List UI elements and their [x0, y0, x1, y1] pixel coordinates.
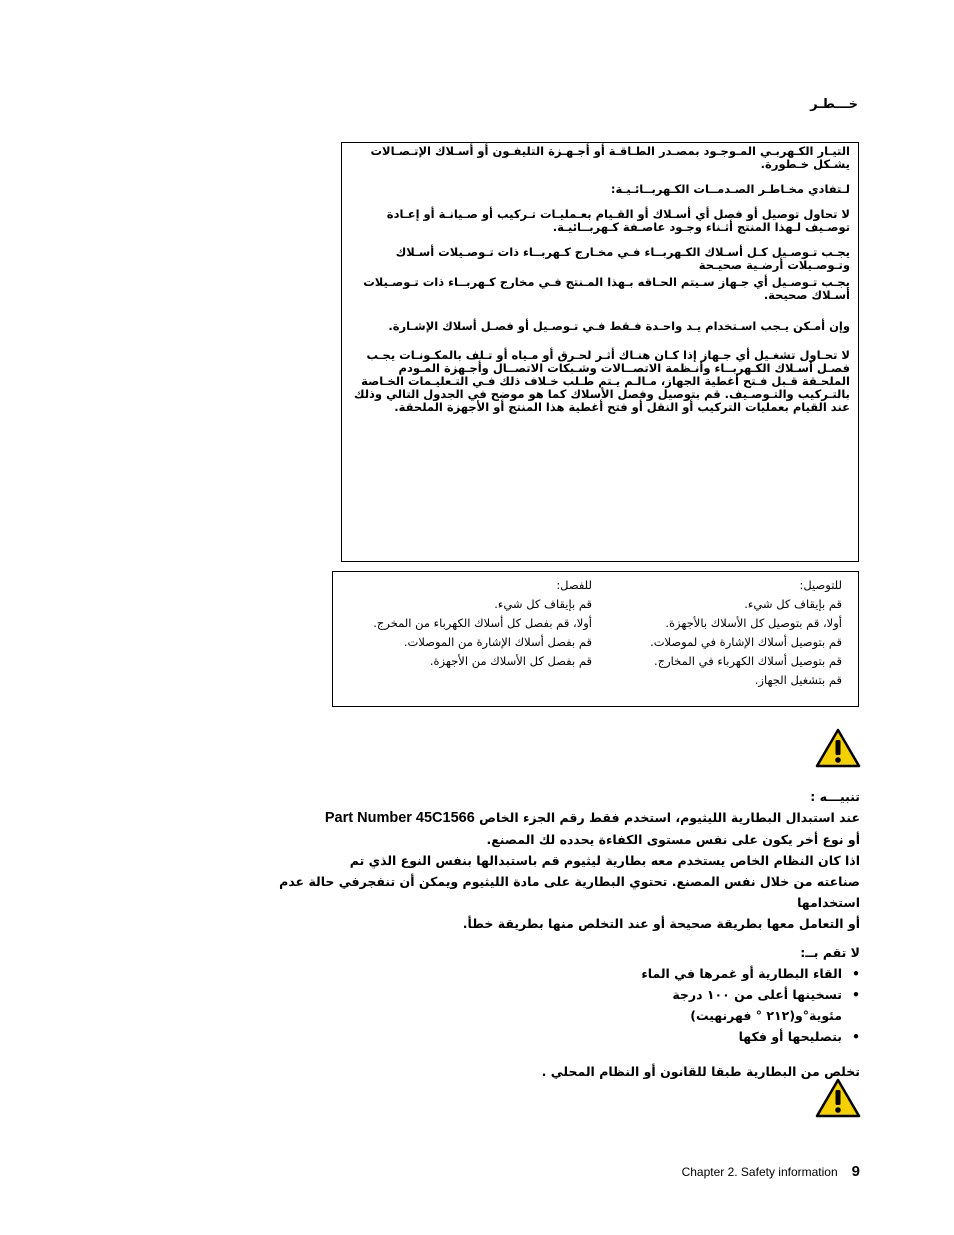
connect-disconnect-table [332, 571, 859, 707]
warning-triangle-icon [815, 728, 861, 768]
caution-line-2: اذا كان النظام الخاص يستخدم معه بطارية ليثيوم قم باستبدالها بنفس النوع الذي تم [349, 853, 860, 868]
connect-step: قم بتشغيل الجهاز. [754, 673, 842, 687]
do-not-heading: لا تقم بــ: [800, 945, 860, 960]
warning-triangle-icon [815, 1078, 861, 1118]
do-not-item: • القاء البطارية أو غمرها في الماء [240, 963, 860, 984]
caution-line-1: أو نوع أخر يكون على نفس مستوى الكفاءة يحدده لك المصنع. [486, 832, 860, 847]
connect-step: قم بتوصيل أسلاك الإشارة في لموصلات. [650, 635, 842, 649]
caution-replace-text: عند استبدال البطارية الليثيوم، استخدم فقط رقم الجزء الخاص [479, 810, 860, 825]
danger-heading: خـــطـر [810, 97, 858, 112]
caution-line-3: صناعته من خلال نفس المصنع. تحتوي البطارية على مادة الليثيوم ويمكن أن تنفجرفي حالة عدم استخدامها [279, 874, 860, 910]
page-number: 9 [851, 1163, 860, 1180]
danger-box [341, 142, 859, 562]
dispose-line: تخلص من البطارية طبقا للقانون أو النظام المحلي . [541, 1064, 860, 1079]
disconnect-steps [342, 595, 592, 671]
connect-step: أولا، قم بتوصيل كل الأسلاك بالأجهزة. [665, 616, 842, 630]
danger-paragraph-4: يجـب تـوصـيل كـل أسـلاك الكـهربــاء فـي مخـارج كـهربــاء ذات تـوصـيلات أسـلاك وتـوصـيلات أرضـية صحيـحة [395, 245, 850, 272]
danger-paragraph-2: لـتفادي مخـاطـر الصـدمــات الكـهربــائـيـة: [610, 182, 850, 196]
connect-column [602, 576, 842, 690]
connect-steps [602, 595, 842, 690]
danger-paragraph-3: لا تحاول توصيل أو فصل أي أسـلاك أو القـيام بعـمليـات تـركيب أو صـيانـة أو إعـادة توصـيف لـهذا المنتج أثـناء وجـود عاصـفة كـهربــائيـة. [386, 207, 850, 234]
danger-text [350, 145, 850, 426]
do-not-item: • تسخينها أعلى من ١٠٠ درجة مئوية°و(٢١٢ ° فهرنهيت) [622, 984, 860, 1026]
danger-paragraph-6: وإن أمـكن يـجب اسـتخدام يـد واحـدة فـقط فـي تـوصـيل أو فصـل أسلاك الإشـارة. [388, 319, 850, 333]
do-not-list [240, 963, 860, 1047]
danger-paragraph-1: التيـار الكـهربـي المـوجـود بمصـدر الطـاقـة أو أجـهـزة التليفـون أو أسـلاك الإتـصـالات يشـكل خـطورة. [370, 144, 850, 171]
caution-heading: تنبيـــه : [810, 789, 860, 804]
connect-step: قم بإيقاف كل شيء. [744, 597, 842, 611]
danger-paragraph-5: يجـب تـوصـيل أي جـهاز سـيتم الحـاقه بـهذا المـنتج فـي مخارج كـهربــاء ذات تـوصـيلات أسـلاك صحيحة. [363, 275, 850, 302]
connect-step: قم بتوصيل أسلاك الكهرباء في المخارج. [654, 654, 842, 668]
disconnect-step: قم بفصل كل الأسلاك من الأجهزة. [429, 654, 592, 668]
caution-line-4: أو التعامل معها بطريقة صحيحة أو عند التخلص منها بطريقة خطأ. [462, 916, 860, 931]
disconnect-step: قم بإيقاف كل شيء. [494, 597, 592, 611]
connect-title: للتوصيل: [799, 578, 842, 592]
disconnect-column [342, 576, 592, 671]
disconnect-title: للفصل: [556, 578, 592, 592]
part-number: Part Number 45C1566 [324, 810, 475, 826]
page-footer [682, 1163, 860, 1180]
do-not-item: • بتصليحها أو فكها [240, 1026, 860, 1047]
disconnect-step: قم بفصل أسلاك الإشارة من الموصلات. [403, 635, 592, 649]
caution-section [240, 786, 860, 1082]
disconnect-step: أولا، قم بفصل كل أسلاك الكهرباء من المخرج. [373, 616, 592, 630]
danger-paragraph-7: لا تحـاول تشغـيل أي جـهاز إذا كـان هنـاك أثـر لحـرق أو مـياه أو تـلف بالمكـونـات يجـب فصـل أسـلاك الكـهربــاء وأنـظمة الاتصــالات وشـبكات الاتصــال وأجـهزة المـودم الملحـقة قـبل فـتح أغطية الجهاز، مـالـم يـتم طـلب خـلاف ذلك فـي التـعليـمات الخـاصة بالتـركيب والتـوصـيف. قم بتوصيل وفصل الأسلاك كما هو موضح في الجدول التالي وذلك عند القيام بعمليات التركيب أو النقل أو فتح أغطية هذا المنتج أو الأجهزة الملحقة. [354, 348, 850, 414]
caution-replace-line [240, 807, 860, 829]
chapter-label: Chapter 2. Safety information [681, 1165, 838, 1179]
